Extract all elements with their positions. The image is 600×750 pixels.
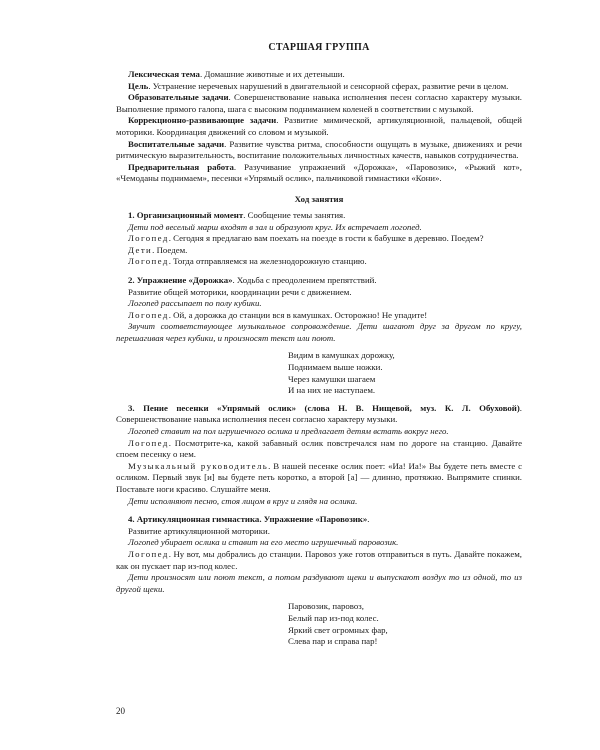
section-2-stage-direction-1: Логопед рассыпает по полу кубики. (128, 298, 262, 309)
section-4-title: 4. Артикуляционная гимнастика. Упражнение «Паровозик». (128, 514, 370, 525)
poem-line: Через камушки шагаем (288, 373, 376, 384)
goal: Цель. Устранение неречевых нарушений в двигательной и сенсорной сферах, развитие речи в целом. (128, 80, 509, 91)
poem-line: И на них не наступаем. (288, 385, 376, 396)
section-4-stage-direction-1: Логопед убирает ослика и ставит на его место игрушечный паровозик. (128, 537, 399, 548)
poem-line: Паровозик, паровоз, (288, 601, 364, 612)
section-2-speech: Логопед. Ой, а дорожка до станции вся в камушках. Осторожно! Не упадите! (128, 309, 428, 320)
section-4-line-1: Развитие артикуляционной моторики. (128, 525, 270, 536)
correction-tasks: Коррекционно-развивающие задачи. Развитие мимической, артикуляционной, пальцевой, общей моторики. Координация движений со словом и музыкой. (116, 115, 522, 137)
lesson-heading: Ход занятия (294, 193, 344, 204)
upbringing-tasks: Воспитательные задачи. Развитие чувства ритма, способности ощущать в музыке, движениях и речи ритмическую выразительность, воспитание положительных личностных качеств, навыков сотрудничества. (116, 138, 522, 161)
page-title: СТАРШАЯ ГРУППА (268, 42, 370, 53)
lexical-topic: Лексическая тема. Домашние животные и их детеныши. (128, 69, 345, 79)
section-3-speech-2: Музыкальный руководитель. В нашей песенке ослик поет: «Иа! Иа!» Вы будете петь вместе с осликом. Первый звук [и] вы будете петь коротко, а второй [а] — длинно, протяжно. Выпрямите спинки. Поставьте ноги красиво. Слушайте меня. (116, 460, 522, 494)
section-3-stage-direction-1: Логопед ставит на пол игрушечного ослика и предлагает детям встать вокруг него. (128, 426, 449, 437)
section-3-stage-direction-2: Дети исполняют песню, стоя лицом в круг и глядя на ослика. (128, 495, 358, 506)
section-3-speech-1: Логопед. Посмотрите-ка, какой забавный ослик повстречался нам по дороге на станцию. Давайте споем песенку о нем. (116, 437, 522, 460)
poem-line: Видим в камушках дорожку, (288, 350, 395, 361)
poem-line: Яркий свет огромных фар, (288, 624, 388, 635)
poem-train (288, 601, 522, 647)
page-number: 20 (116, 706, 125, 716)
educational-tasks: Образовательные задачи. Совершенствование навыка исполнения песен согласно характеру музыки. Выполнение прямого галопа, шага с высоким подниманием коленей в соответствии с музыкой. (116, 92, 522, 114)
section-1-stage-direction: Дети под веселый марш входят в зал и образуют круг. Их встречает логопед. (128, 221, 422, 232)
poem-line: Белый пар из-под колес. (288, 612, 379, 623)
page-content (116, 42, 522, 654)
section-1-line-2: Дети. Поедем. (128, 244, 188, 255)
section-3-title: 3. Пение песенки «Упрямый ослик» (слова Н. В. Нищевой, муз. К. Л. Обуховой). Совершенствование навыка исполнения песен согласно характеру музыки. (116, 402, 522, 425)
poem-line: Поднимаем выше ножки. (288, 362, 383, 373)
section-2-line-1: Развитие общей моторики, координации речи с движением. (128, 286, 352, 297)
section-2-stage-direction-2: Звучит соответствующее музыкальное сопровождение. Дети шагают друг за другом по кругу, перешагивая через кубики, и произносят текст или поют. (116, 321, 522, 343)
poem-line: Слева пар и справа пар! (288, 636, 378, 647)
preliminary-work: Предварительная работа. Разучивание упражнений «Дорожка», «Паровозик», «Рыжий кот», «Чемоданы поднимаем», песенки «Упрямый ослик», пальчиковой гимнастики «Кони». (116, 161, 522, 184)
section-4-speech: Логопед. Ну вот, мы добрались до станции. Паровоз уже готов отправиться в путь. Давайте покажем, как он пускает пар из-под колес. (116, 548, 522, 571)
section-4-stage-direction-2: Дети произносят или поют текст, а потом раздувают щеки и выпускают воздух то из одной, то из другой щеки. (116, 572, 522, 594)
section-1-line-1: Логопед. Сегодня я предлагаю вам поехать на поезде в гости к бабушке в деревню. Поедем? (128, 233, 484, 244)
section-1-title: 1. Организационный момент. Сообщение темы занятия. (128, 209, 346, 220)
section-1-line-3: Логопед. Тогда отправляемся на железнодорожную станцию. (128, 256, 367, 267)
section-2-title: 2. Упражнение «Дорожка». Ходьба с преодолением препятствий. (128, 274, 377, 285)
poem-road (288, 350, 522, 396)
